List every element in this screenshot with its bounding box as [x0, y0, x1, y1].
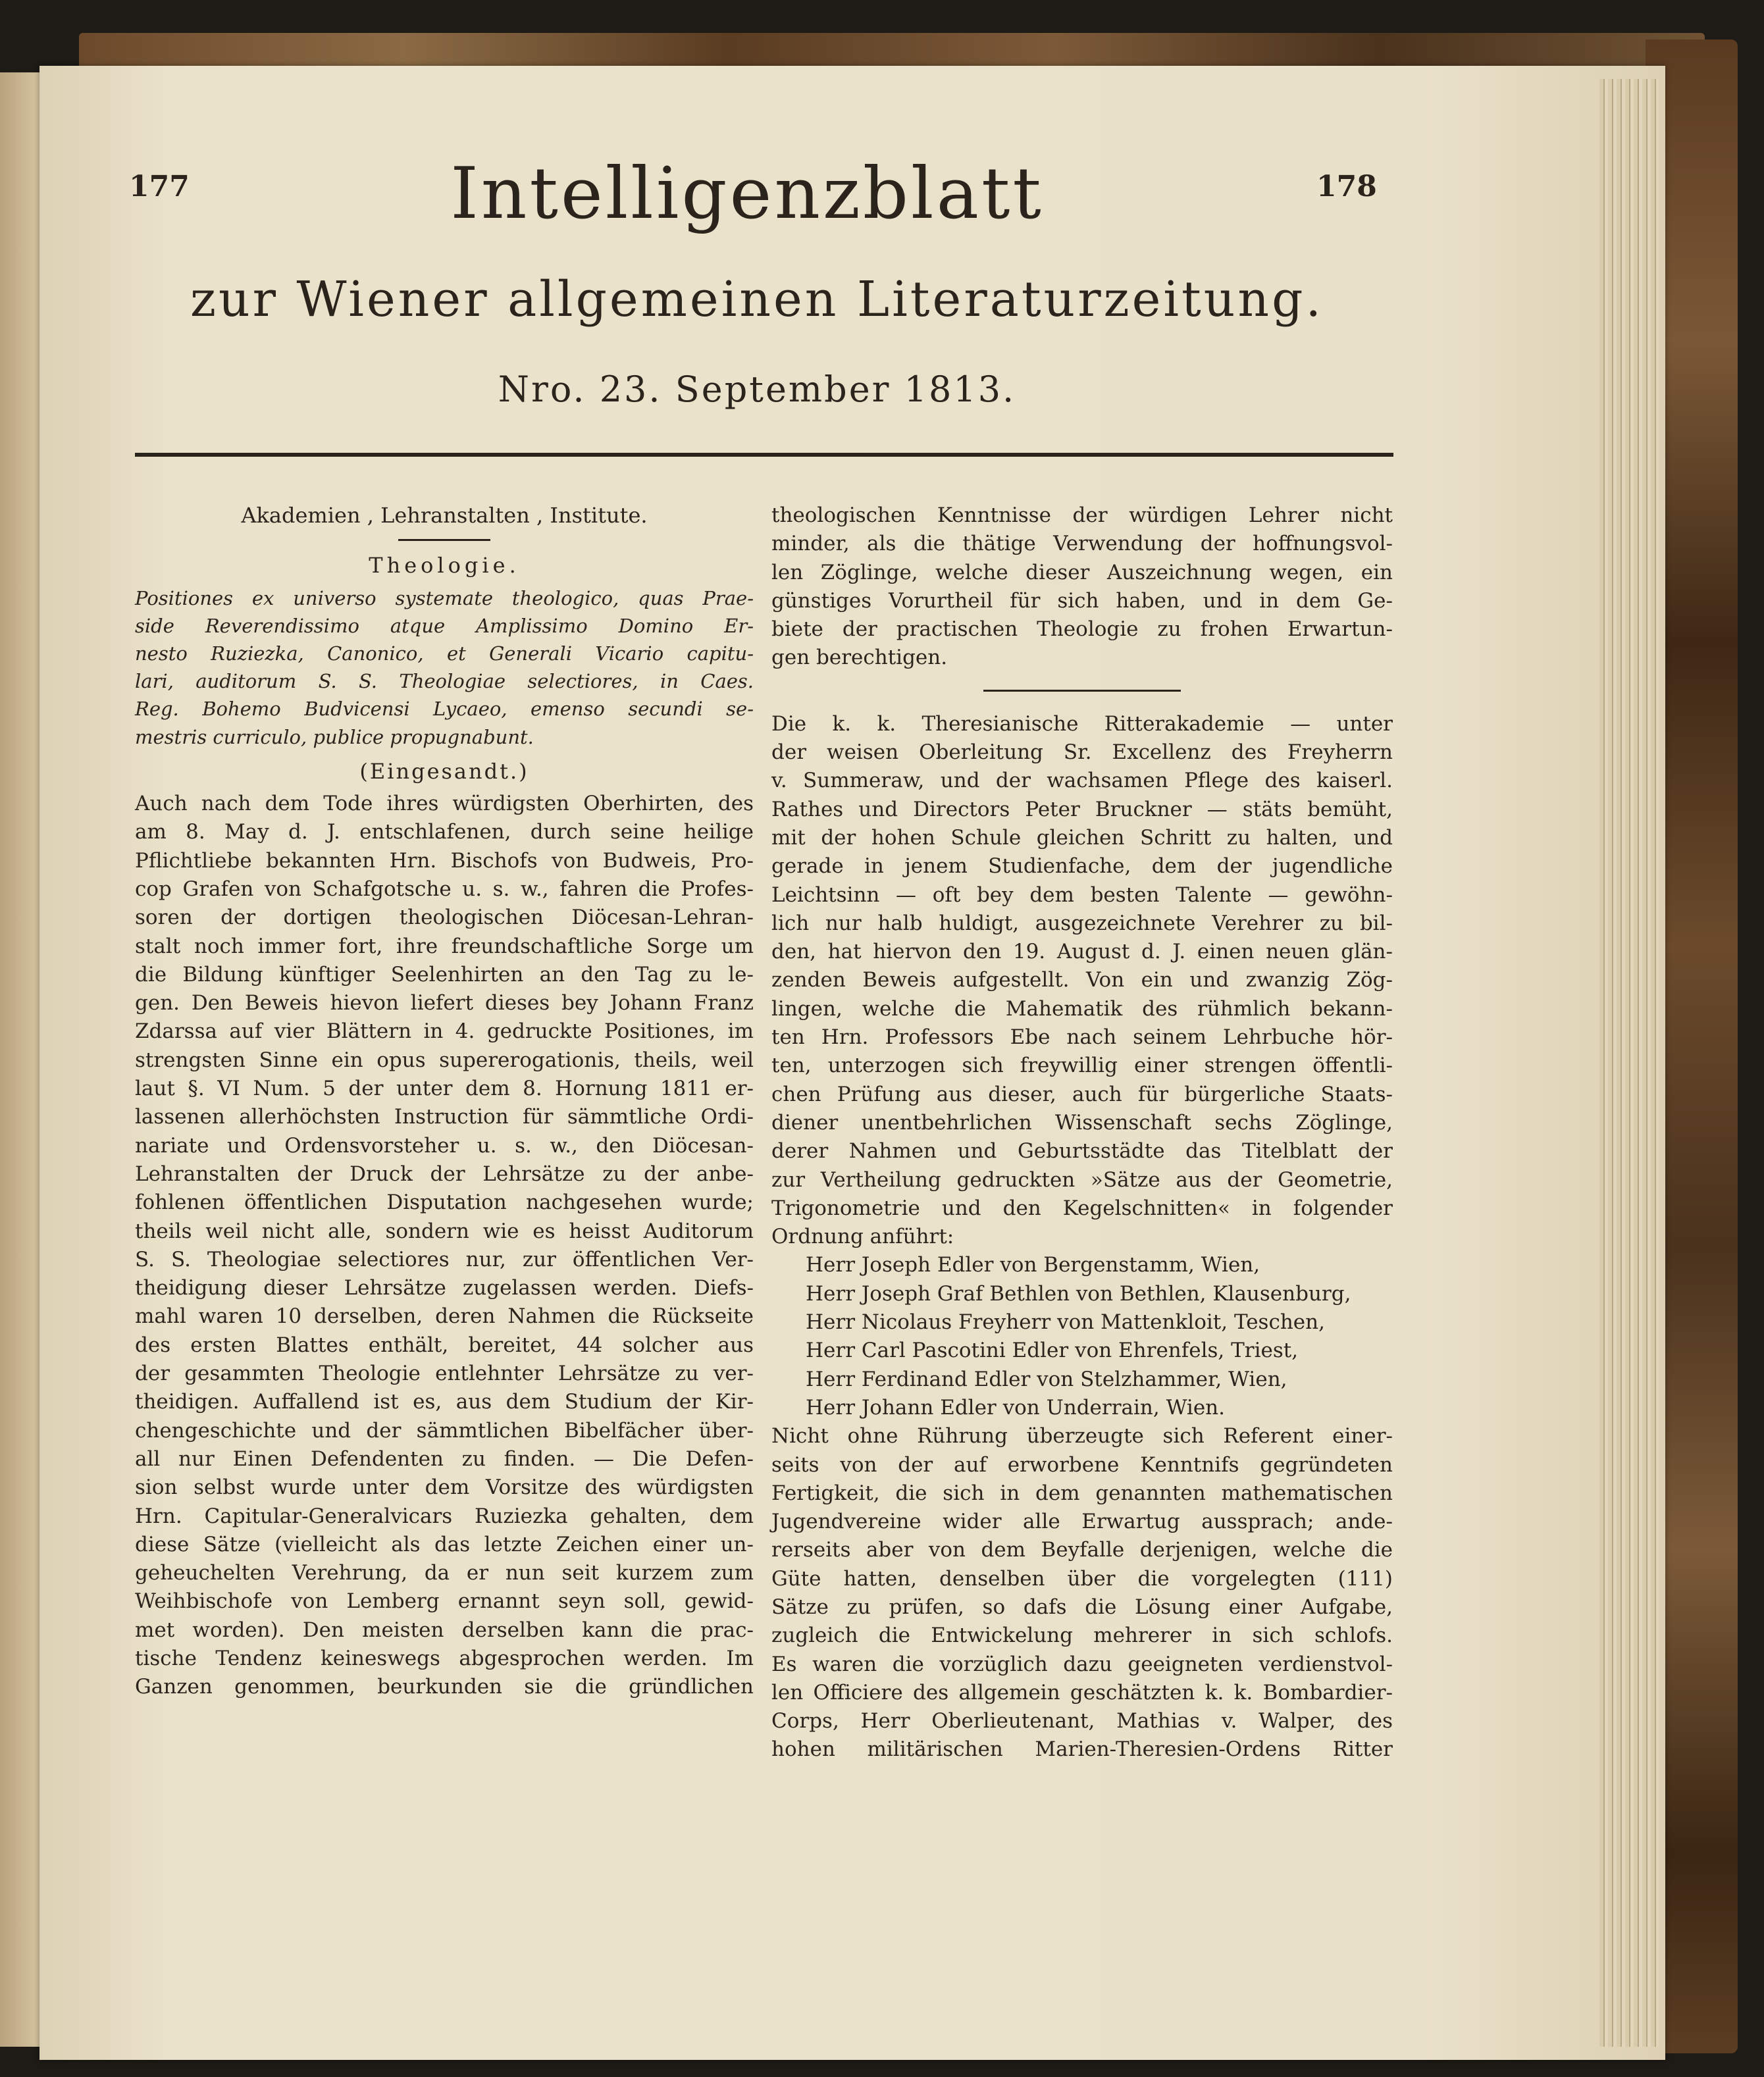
left-body-text	[135, 790, 754, 1702]
text-line: Pflichtliebe bekannten Hrn. Bischofs von Budweis, Pro-	[135, 848, 754, 873]
text-line: nariate und Ordensvorsteher u. s. w., den Diöcesan-	[135, 1133, 754, 1158]
right-paragraph-3	[771, 1422, 1393, 1764]
left-column	[135, 501, 754, 1702]
text-line: derer Nahmen und Geburtsstädte das Titelblatt der	[771, 1139, 1393, 1164]
title-line: lari, auditorum S. S. Theologiae selectiores, in Caes.	[135, 670, 754, 693]
text-line: Ganzen genommen, beurkunden sie die gründlichen	[135, 1675, 754, 1699]
text-line: zugleich die Entwickelung mehrerer in sich schlofs.	[771, 1624, 1393, 1648]
text-line: gen. Den Beweis hievon liefert dieses bey Johann Franz	[135, 991, 754, 1015]
text-line: Fertigkeit, die sich in dem genannten mathematischen	[771, 1481, 1393, 1505]
title-line: Reg. Bohemo Budvicensi Lycaeo, emenso secundi se-	[135, 698, 754, 721]
text-line: lich nur halb huldigt, ausgezeichnete Verehrer zu bil-	[771, 911, 1393, 935]
text-line: hohen militärischen Marien-Theresien-Ordens Ritter	[771, 1737, 1393, 1762]
paragraph-rule	[983, 690, 1181, 692]
text-line: günstiges Vorurtheil für sich haben, und in dem Ge-	[771, 588, 1393, 613]
subsection-heading: Theologie.	[369, 553, 520, 578]
text-line: Hrn. Capitular-Generalvicars Ruziezka gehalten, dem	[135, 1504, 754, 1528]
text-line: theidigen. Auffallend ist es, aus dem Studium der Kir-	[135, 1390, 754, 1414]
issue-line: Nro. 23. September 1813.	[498, 369, 1016, 410]
text-line: mit der hohen Schule gleichen Schritt zu halten, und	[771, 825, 1393, 850]
name-entry: Herr Nicolaus Freyherr von Mattenkloit, Teschen,	[806, 1310, 1325, 1335]
text-line: den, hat hiervon den 19. August d. J. einen neuen glän-	[771, 940, 1393, 964]
text-line: der weisen Oberleitung Sr. Excellenz des Freyherrn	[771, 740, 1393, 765]
text-line: diese Sätze (vielleicht als das letzte Zeichen einer un-	[135, 1532, 754, 1556]
text-line: Ordnung anführt:	[771, 1225, 954, 1249]
text-line: minder, als die thätige Verwendung der hoffnungsvol-	[771, 532, 1393, 556]
name-entry: Herr Ferdinand Edler von Stelzhammer, Wien,	[806, 1367, 1287, 1391]
text-line: biete der practischen Theologie zu frohen Erwartun-	[771, 617, 1393, 642]
right-paragraph-1	[771, 501, 1393, 673]
text-line: laut §. VI Num. 5 der unter dem 8. Hornung 1811 er-	[135, 1077, 754, 1101]
section-heading: Akademien , Lehranstalten , Institute.	[241, 503, 648, 528]
text-line: seits von der auf erworbene Kenntnifs gegründeten	[771, 1452, 1393, 1477]
title-line: Positiones ex universo systemate theologico, quas Prae-	[135, 586, 754, 609]
page-number-right: 178	[1316, 170, 1377, 203]
text-line: am 8. May d. J. entschlafenen, durch seine heilige	[135, 820, 754, 844]
text-line: zenden Beweis aufgestellt. Von ein und zwanzig Zög-	[771, 968, 1393, 992]
text-line: chengeschichte und der sämmtlichen Bibelfächer über-	[135, 1418, 754, 1443]
text-line: theils weil nicht alle, sondern wie es heisst Auditorum	[135, 1219, 754, 1243]
text-line: gerade in jenem Studienfache, dem der jugendliche	[771, 854, 1393, 879]
text-line: Lehranstalten der Druck der Lehrsätze zu der anbe-	[135, 1162, 754, 1186]
title-line: mestris curriculo, publice propugnabunt.	[135, 725, 534, 748]
text-line: Weihbischofe von Lemberg ernannt seyn soll, gewid-	[135, 1589, 754, 1614]
text-line: lingen, welche die Mahematik des rühmlich bekann-	[771, 996, 1393, 1021]
text-line: Es waren die vorzüglich dazu geeigneten verdienstvol-	[771, 1652, 1393, 1676]
text-line: Güte hatten, denselben über die vorgelegten (111)	[771, 1566, 1393, 1591]
text-line: Nicht ohne Rührung überzeugte sich Referent einer-	[771, 1424, 1393, 1449]
text-line: des ersten Blattes enthält, bereitet, 44 solcher aus	[135, 1333, 754, 1357]
text-line: zur Vertheilung gedruckten »Sätze aus der Geometrie,	[771, 1167, 1393, 1192]
positiones-title	[135, 584, 754, 751]
text-line: Trigonometrie und den Kegelschnitten« in folgender	[771, 1196, 1393, 1220]
text-line: all nur Einen Defendenten zu finden. — Die Defen-	[135, 1447, 754, 1471]
text-line: Jugendvereine wider alle Erwartug aussprach; ande-	[771, 1510, 1393, 1534]
text-line: chen Prüfung aus dieser, auch für bürgerliche Staats-	[771, 1082, 1393, 1106]
text-line: len Officiere des allgemein geschätzten k. k. Bombardier-	[771, 1680, 1393, 1705]
text-line: tische Tendenz keineswegs abgesprochen werden. Im	[135, 1647, 754, 1671]
text-line: die Bildung künftiger Seelenhirten an den Tag zu le-	[135, 962, 754, 987]
text-line: diener unentbehrlichen Wissenschaft sechs Zöglinge,	[771, 1110, 1393, 1135]
text-line: ten Hrn. Professors Ebe nach seinem Lehrbuche hör-	[771, 1025, 1393, 1050]
eingesandt-label: (Eingesandt.)	[359, 758, 529, 784]
name-entry: Herr Joseph Edler von Bergenstamm, Wien,	[806, 1253, 1260, 1277]
text-line: Corps, Herr Oberlieutenant, Mathias v. Walper, des	[771, 1709, 1393, 1733]
right-column	[771, 501, 1393, 1764]
text-line: Zdarssa auf vier Blättern in 4. gedruckte Positiones, im	[135, 1019, 754, 1044]
page-number-left: 177	[129, 170, 190, 203]
text-line: v. Summeraw, und der wachsamen Pflege des kaiserl.	[771, 769, 1393, 793]
title-line: nesto Ruziezka, Canonico, et Generali Vicario capitu-	[135, 642, 754, 665]
text-line: Rathes und Directors Peter Bruckner — stäts bemüht,	[771, 797, 1393, 821]
text-line: mahl waren 10 derselben, deren Nahmen die Rückseite	[135, 1304, 754, 1329]
text-line: S. S. Theologiae selectiores nur, zur öffentlichen Ver-	[135, 1247, 754, 1271]
text-line: ten, unterzogen sich freywillig einer strengen öffentli-	[771, 1054, 1393, 1078]
text-line: Die k. k. Theresianische Ritterakademie — unter	[771, 711, 1393, 736]
text-line: gen berechtigen.	[771, 646, 948, 670]
text-line: rerseits aber von dem Beyfalle derjenigen, welche die	[771, 1538, 1393, 1562]
text-line: Sätze zu prüfen, so dafs die Lösung einer Aufgabe,	[771, 1595, 1393, 1619]
text-line: cop Grafen von Schafgotsche u. s. w., fahren die Profes-	[135, 877, 754, 901]
text-line: theologischen Kenntnisse der würdigen Lehrer nicht	[771, 503, 1393, 527]
names-list	[771, 1251, 1393, 1422]
text-line: met worden). Den meisten derselben kann die prac-	[135, 1618, 754, 1642]
masthead-rule	[135, 453, 1393, 457]
masthead-subtitle: zur Wiener allgemeinen Literaturzeitung.	[190, 271, 1324, 328]
right-paragraph-2	[771, 710, 1393, 1252]
text-line: len Zöglinge, welche dieser Auszeichnung wegen, ein	[771, 560, 1393, 584]
text-line: soren der dortigen theologischen Diöcesan-Lehran-	[135, 906, 754, 930]
text-line: lassenen allerhöchsten Instruction für sämmtliche Ordi-	[135, 1105, 754, 1129]
text-line: Leichtsinn — oft bey dem besten Talente — gewöhn-	[771, 883, 1393, 907]
text-line: stalt noch immer fort, ihre freundschaftliche Sorge um	[135, 934, 754, 958]
name-entry: Herr Joseph Graf Bethlen von Bethlen, Klausenburg,	[806, 1281, 1351, 1306]
text-line: geheuchelten Verehrung, da er nun seit kurzem zum	[135, 1561, 754, 1585]
masthead-title: Intelligenzblatt	[450, 153, 1044, 235]
text-line: fohlenen öffentlichen Disputation nachgesehen wurde;	[135, 1191, 754, 1215]
text-line: Auch nach dem Tode ihres würdigsten Oberhirten, des	[135, 792, 754, 816]
text-line: theidigung dieser Lehrsätze zugelassen werden. Diefs-	[135, 1276, 754, 1300]
name-entry: Herr Johann Edler von Underrain, Wien.	[806, 1395, 1225, 1420]
text-line: der gesammten Theologie entlehnter Lehrsätze zu ver-	[135, 1362, 754, 1386]
text-line: strengsten Sinne ein opus supererogationis, theils, weil	[135, 1048, 754, 1072]
title-line: side Reverendissimo atque Amplissimo Domino Er-	[135, 614, 754, 637]
text-line: sion selbst wurde unter dem Vorsitze des würdigsten	[135, 1475, 754, 1500]
name-entry: Herr Carl Pascotini Edler von Ehrenfels, Triest,	[806, 1339, 1299, 1363]
section-rule	[398, 539, 490, 541]
